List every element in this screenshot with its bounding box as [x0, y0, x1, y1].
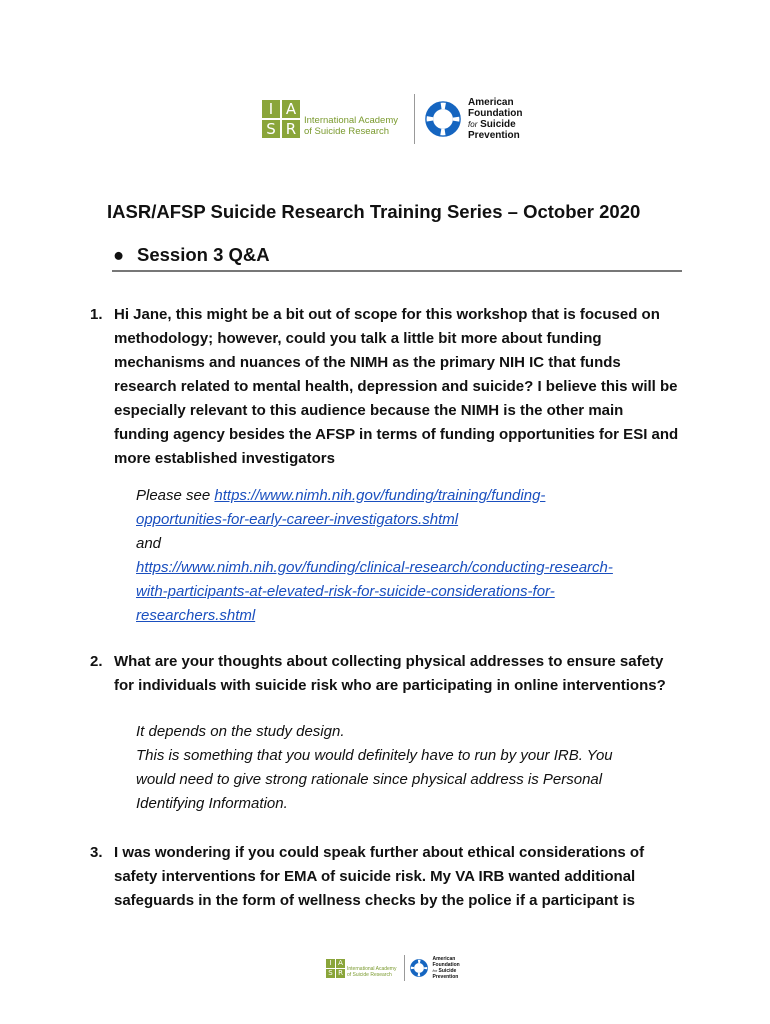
question-text: What are your thoughts about collecting physical addresses to ensure safety for individuals with suicide risk who are participating in online interventions?: [114, 653, 666, 694]
iasr-letter: I: [262, 100, 280, 118]
answer-line: [136, 580, 696, 604]
bullet-icon: ●: [113, 244, 125, 265]
iasr-logo: [262, 100, 300, 138]
afsp-for: for: [468, 120, 478, 129]
question-2: [90, 650, 680, 698]
afsp-name-line: American: [432, 956, 456, 962]
iasr-letter: A: [336, 959, 345, 968]
heading-rule: [112, 270, 682, 272]
lifebuoy-icon: [410, 959, 428, 977]
answer-line: It depends on the study design.: [136, 723, 345, 740]
iasr-letter: I: [326, 959, 335, 968]
answer-line: would need to give strong rationale since physical address is Personal: [136, 771, 603, 788]
afsp-for: for: [432, 968, 438, 973]
iasr-name-line: International Academy: [347, 966, 397, 972]
answer-line: [136, 556, 696, 580]
question-number: 2.: [90, 653, 103, 670]
afsp-name-line: Prevention: [468, 130, 520, 141]
iasr-letter: S: [262, 120, 280, 138]
afsp-name-line: American: [468, 97, 514, 108]
question-1: [90, 303, 680, 471]
iasr-letter: R: [336, 969, 345, 978]
nimh-clinical-research-link-cont[interactable]: with-participants-at-elevated-risk-for-suicide-considerations-for-: [136, 583, 555, 600]
afsp-name-line: Foundation: [432, 962, 460, 968]
question-text: Hi Jane, this might be a bit out of scope for this workshop that is focused on methodology; however, could you talk a little bit more about funding mechanisms and nuances of the NIMH as the primary NIH IC that funds research related to mental health, depression and suicide? I believe this will be especially relevant to this audience because the NIMH is the other main funding agency besides the AFSP in terms of funding opportunities for ESI and more established investigators: [114, 306, 679, 467]
answer-line: This is something that you would definitely have to run by your IRB. You: [136, 747, 613, 764]
afsp-name-line: Foundation: [468, 108, 523, 119]
answer-prefix: Please see: [136, 487, 215, 504]
iasr-name-small: [347, 966, 396, 978]
question-text: I was wondering if you could speak further about ethical considerations of safety interventions for EMA of suicide risk. My VA IRB wanted additional safeguards in the form of wellness checks by the police if a participant is: [114, 844, 645, 909]
nimh-early-career-link[interactable]: https://www.nimh.nih.gov/funding/training/funding-: [214, 487, 546, 504]
logo-divider: [414, 94, 415, 144]
answer-line: Identifying Information.: [136, 795, 288, 812]
answer-line: [136, 508, 696, 532]
logo-divider: [404, 955, 405, 981]
iasr-logo-small: [326, 959, 345, 978]
iasr-name-line: of Suicide Research: [347, 972, 392, 978]
session-label: Session 3 Q&A: [137, 244, 270, 265]
answer-1: [136, 484, 696, 628]
answer-2: [136, 720, 696, 816]
afsp-name-word: Suicide: [438, 968, 457, 974]
iasr-letter: S: [326, 969, 335, 978]
iasr-name-line: International Academy: [304, 115, 399, 126]
question-3: [90, 841, 680, 913]
iasr-letter: R: [282, 120, 300, 138]
question-number: 1.: [90, 306, 103, 323]
afsp-name-small: [432, 956, 459, 980]
iasr-letter: A: [282, 100, 300, 118]
answer-line: [136, 484, 696, 508]
answer-and: and: [136, 535, 162, 552]
lifebuoy-icon: [425, 101, 461, 137]
iasr-name-line: of Suicide Research: [304, 126, 390, 137]
afsp-name-word: Suicide: [480, 119, 516, 130]
afsp-name-line: Prevention: [432, 974, 459, 980]
question-number: 3.: [90, 844, 103, 861]
iasr-name: [304, 115, 398, 137]
nimh-clinical-research-link-end[interactable]: researchers.shtml: [136, 607, 256, 624]
answer-line: [136, 604, 696, 628]
nimh-clinical-research-link[interactable]: https://www.nimh.nih.gov/funding/clinical-research/conducting-research-: [136, 559, 613, 576]
header-logos: [262, 94, 522, 144]
nimh-early-career-link-cont[interactable]: opportunities-for-early-career-investigators.shtml: [136, 511, 459, 528]
afsp-name: [468, 97, 522, 141]
document-title: IASR/AFSP Suicide Research Training Series – October 2020: [107, 201, 641, 222]
session-heading: [113, 244, 270, 266]
afsp-name-line: [468, 119, 522, 130]
footer-logos: [326, 955, 460, 981]
